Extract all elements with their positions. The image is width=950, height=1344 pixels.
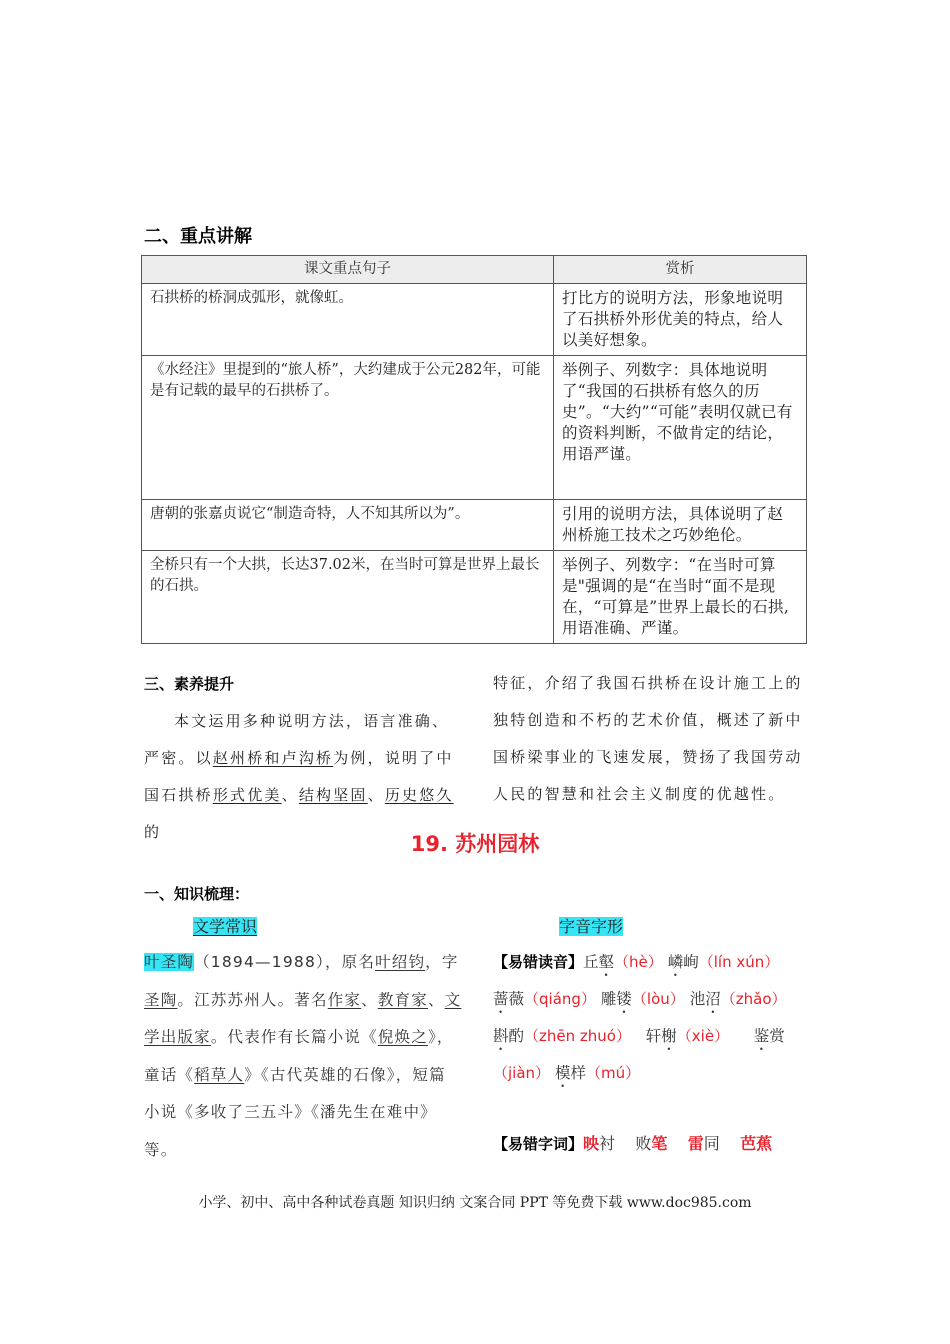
text-run: ，字 xyxy=(425,953,459,971)
key-sentence-table xyxy=(141,255,807,644)
underlined-term: 形式优美 xyxy=(212,786,282,804)
underlined-term: 圣陶 xyxy=(144,990,178,1009)
table-cell-analysis: 举例子、列数字：具体地说明了“我国的石拱桥有悠久的历史”。“大约”“可能”表明仅就已有的资料判断，不做肯定的结论，用语严谨。 xyxy=(554,356,807,500)
key-char: 沼 xyxy=(705,990,721,1008)
section-title-literacy: 三、素养提升 xyxy=(144,675,235,693)
table-cell-analysis: 举例子、列数字：“在当时可算是"强调的是“在当时“面不是现在，“可算是”世界上最长的石拱,用语准确、严谨。 xyxy=(554,551,807,644)
pronunciation-heading: 字音字形 xyxy=(559,917,624,936)
text-run: 丘 xyxy=(583,953,599,971)
underlined-term: 历史悠久 xyxy=(384,786,454,804)
text-run: 》《古代英雄的石像》，短篇小说《多收了三五斗》《潘先生在难中》等。 xyxy=(144,1065,446,1159)
text-run: 衬 xyxy=(599,1134,616,1153)
section-title-knowledge: 一、知识梳理： xyxy=(144,885,250,903)
table-header-analysis: 赏析 xyxy=(554,256,807,284)
key-char: 嶙 xyxy=(667,953,684,971)
text-run: （1894—1988），原名 xyxy=(194,953,376,971)
literary-knowledge-heading: 文学常识 xyxy=(193,917,258,936)
pronunciation-line xyxy=(493,944,823,981)
red-char: 笔 xyxy=(651,1134,668,1153)
pronunciation-list xyxy=(493,944,823,1092)
key-char: 镂 xyxy=(616,990,632,1008)
key-char: 模 xyxy=(554,1064,571,1082)
text-run: 、 xyxy=(367,786,385,804)
literary-knowledge-paragraph xyxy=(144,944,462,1169)
key-char: 榭 xyxy=(661,1027,677,1045)
underlined-term: 作家 xyxy=(327,990,362,1009)
pinyin: （zhǎo） xyxy=(720,990,787,1008)
table-cell-sentence: 唐朝的张嘉贞说它“制造奇特，人不知其所以为”。 xyxy=(142,500,554,551)
pinyin: （hè） xyxy=(614,953,663,971)
pinyin: （jiàn） xyxy=(493,1064,551,1082)
underlined-term: 文学出版家 xyxy=(144,990,462,1046)
table-cell-sentence: 石拱桥的桥洞成弧形，就像虹。 xyxy=(142,284,554,356)
underlined-term: 赵州桥和卢沟桥 xyxy=(212,749,334,767)
red-char: 雷 xyxy=(687,1134,704,1153)
key-char: 斟 xyxy=(493,1027,509,1045)
text-run: 同 xyxy=(703,1134,720,1153)
text-run: 酌 xyxy=(508,1027,525,1045)
table-row xyxy=(142,551,807,644)
underlined-term: 稻草人 xyxy=(194,1065,245,1084)
text-run: 雕 xyxy=(600,990,617,1008)
table-cell-analysis: 引用的说明方法，具体说明了赵州桥施工技术之巧妙绝伦。 xyxy=(554,500,807,551)
red-char: 芭蕉 xyxy=(740,1134,773,1153)
text-run: 、 xyxy=(361,990,378,1009)
pinyin: （xiè） xyxy=(676,1027,730,1045)
pronunciation-line xyxy=(493,1018,823,1055)
page-footer: 小学、初中、高中各种试卷真题 知识归纳 文案合同 PPT 等免费下载 www.doc985.com xyxy=(198,1195,752,1211)
pinyin: （lín xún） xyxy=(698,953,780,971)
text-run: 轩 xyxy=(645,1027,662,1045)
table-cell-sentence: 《水经注》里提到的“旅人桥”，大约建成于公元282年，可能是有记载的最早的石拱桥了。 xyxy=(142,356,554,500)
author-name: 叶圣陶 xyxy=(144,953,195,971)
underlined-term: 倪焕之 xyxy=(377,1028,428,1046)
text-run: 本文运用多种说明方法，语言准确、严密。以 xyxy=(144,712,450,767)
text-run: 样 xyxy=(570,1064,587,1082)
text-run: 》，童话《 xyxy=(144,1028,454,1084)
text-run: 。代表作有长篇小说《 xyxy=(210,1028,378,1046)
text-run: 薇 xyxy=(508,990,525,1008)
section-title-key-points: 二、重点讲解 xyxy=(144,226,252,247)
key-char: 壑 xyxy=(598,953,615,971)
text-run: 峋 xyxy=(683,953,699,971)
key-char: 蔷 xyxy=(493,990,509,1008)
table-row xyxy=(142,356,807,500)
text-run: 池 xyxy=(689,990,706,1008)
literacy-paragraph-right: 特征，介绍了我国石拱桥在设计施工上的独特创造和不朽的艺术价值，概述了新中国桥梁事业的飞速发展，赞扬了我国劳动人民的智慧和社会主义制度的优越性。 xyxy=(493,674,803,803)
red-char: 映 xyxy=(583,1134,600,1153)
pronunciation-label: 【易错读音】 xyxy=(493,953,584,971)
table-header-sentence: 课文重点句子 xyxy=(142,256,554,284)
table-cell-analysis: 打比方的说明方法，形象地说明了石拱桥外形优美的特点，给人以美好想象。 xyxy=(554,284,807,356)
pinyin: （lòu） xyxy=(631,990,685,1008)
key-char: 鉴 xyxy=(753,1027,770,1045)
text-run: 败 xyxy=(635,1134,652,1153)
underlined-term: 教育家 xyxy=(377,990,428,1009)
pinyin: （qiáng） xyxy=(524,990,596,1008)
table-header-row xyxy=(142,256,807,284)
lesson-title: 19. 苏州园林 xyxy=(410,832,540,856)
pronunciation-line xyxy=(493,981,823,1018)
text-run: 、 xyxy=(281,786,299,804)
text-run: 。江苏苏州人。著名 xyxy=(177,990,328,1009)
underlined-term: 叶绍钧 xyxy=(375,953,426,971)
table-cell-sentence: 全桥只有一个大拱，长达37.02米，在当时可算是世界上最长的石拱。 xyxy=(142,551,554,644)
text-run: 为例，说明了中国石拱桥 xyxy=(144,749,454,804)
underlined-term: 结构坚固 xyxy=(298,786,368,804)
table-row xyxy=(142,500,807,551)
pinyin: （mú） xyxy=(586,1064,641,1082)
words-label: 【易错字词】 xyxy=(493,1135,584,1153)
error-prone-words xyxy=(493,1131,772,1154)
text-run: 的 xyxy=(144,823,162,841)
text-run: 赏 xyxy=(769,1027,785,1045)
pinyin: （zhēn zhuó） xyxy=(524,1027,631,1045)
pronunciation-line xyxy=(493,1055,823,1092)
table-row xyxy=(142,284,807,356)
text-run: 、 xyxy=(427,990,445,1009)
